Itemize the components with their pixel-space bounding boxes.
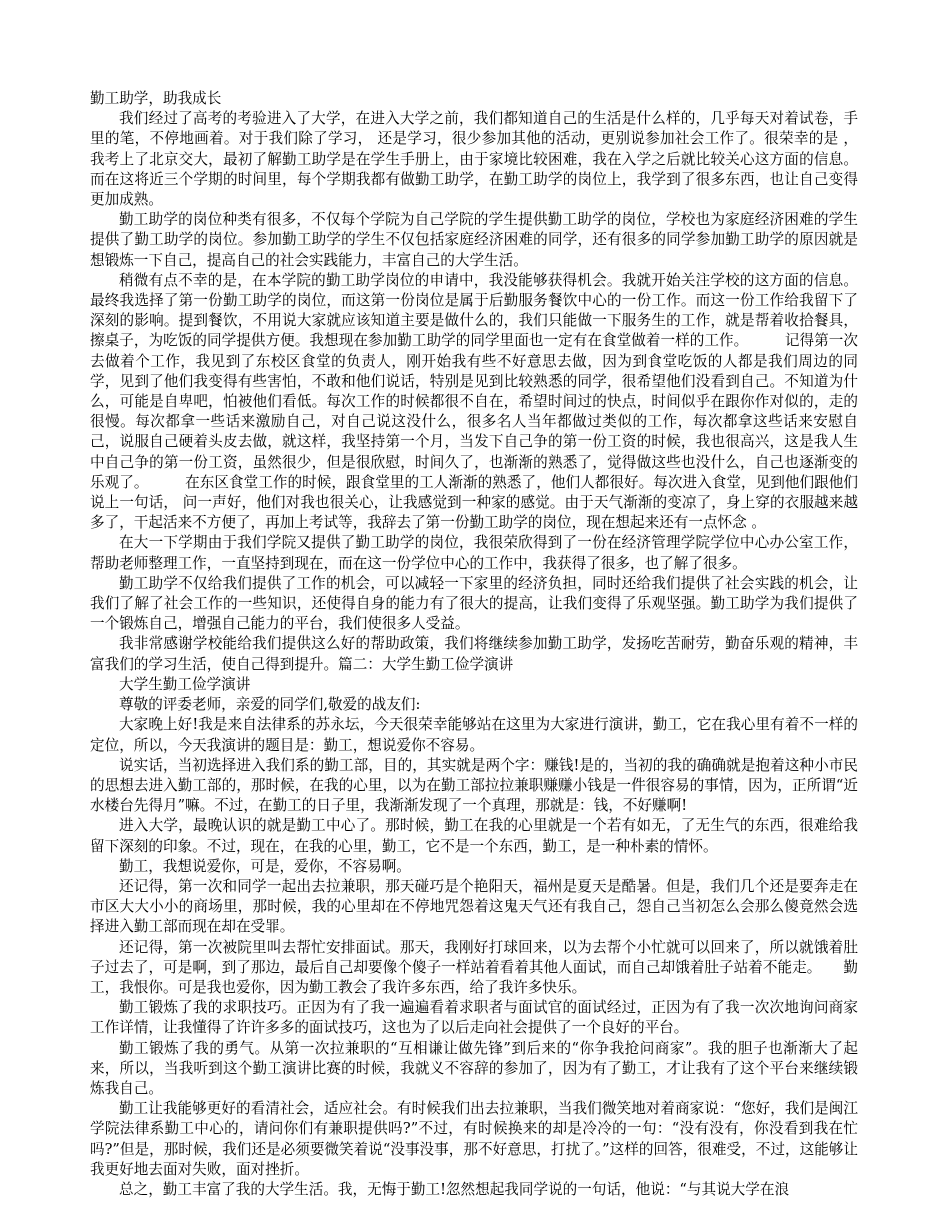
paragraph: 勤工锻炼了我的求职技巧。正因为有了我一遍遍看着求职者与面试官的面试经过，正因为有了我一次次地询问商家工作详情，让我懂得了许许多多的面试技巧，这也为了以后走向社会提供了一个良好的平台。: [90, 999, 858, 1037]
paragraph: 勤工助学不仅给我们提供了工作的机会，可以减轻一下家里的经济负担，同时还给我们提供了社会实践的机会，让我们了解了社会工作的一些知识，还使得自身的能力有了很大的提高，让我们变得了乐观坚强。勤工助学为我们提供了一个锻炼自己，增强自己能力的平台，我们使很多人受益。: [90, 574, 858, 633]
paragraph: 勤工助学的岗位种类有很多，不仅每个学院为自己学院的学生提供勤工助学的岗位，学校也为家庭经济困难的学生提供了勤工助学的岗位。参加勤工助学的学生不仅包括家庭经济困难的同学，还有很多的同学参加勤工助学的原因就是想锻炼一下自己，提高自己的社会实践能力，丰富自己的大学生活。: [90, 211, 858, 269]
paragraph: 我非常感谢学校能给我们提供这么好的帮助政策，我们将继续参加勤工助学，发扬吃苦耐劳，勤奋乐观的精神，丰富我们的学习生活，使自己得到提升。篇二：大学生勤工俭学演讲: [90, 635, 858, 673]
paragraph: 大家晚上好!我是来自法律系的苏永坛，今天很荣幸能够站在这里为大家进行演讲，勤工，它在我心里有着不一样的定位，所以，今天我演讲的题目是：勤工，想说爱你不容易。: [90, 716, 858, 754]
paragraph: 总之，勤工丰富了我的大学生活。我，无悔于勤工!忽然想起我同学说的一句话，他说：“与其说大学在浪: [119, 1180, 790, 1198]
section-heading: 大学生勤工俭学演讲: [119, 675, 251, 693]
salutation: 尊敬的评委老师，亲爱的同学们,敬爱的战友们:: [119, 696, 421, 714]
paragraph: 在大一下学期由于我们学院又提供了勤工助学的岗位，我很荣欣得到了一份在经济管理学院学位中心办公室工作，帮助老师整理工作，一直坚持到现在，而在这一份学位中心的工作中，我获得了很多，也了解了很多。: [90, 534, 858, 572]
paragraph: 说实话，当初选择进入我们系的勤工部，目的，其实就是两个字：赚钱!是的，当初的我的确确就是抱着这种小市民的思想去进入勤工部的，那时候，在我的心里，以为在勤工部拉拉兼职赚赚小钱是一件很容易的事情，因为，正所谓“近水楼台先得月”嘛。不过，在勤工的日子里，我渐渐发现了一个真理，那就是：钱，不好赚啊!: [90, 756, 858, 815]
paragraph: 勤工让我能够更好的看清社会，适应社会。有时候我们出去拉兼职，当我们微笑地对着商家说：“您好，我们是闽江学院法律系勤工中心的，请问你们有兼职提供吗?”不过，有时候换来的却是冷冷的一句：“没有没有，你没看到我在忙吗?”但是，那时候，我们还是必须要微笑着说“没事没事，那不好意思，打扰了。”这样的回答，很难受，不过，这能够让我更好地去面对失败，面对挫折。: [90, 1100, 858, 1178]
paragraph: 还记得，第一次和同学一起出去拉兼职，那天碰巧是个艳阳天，福州是夏天是酷暑。但是，我们几个还是要奔走在市区大大小小的商场里，那时候，我的心里却在不停地咒怨着这鬼天气还有我自己，怨自己当初怎么会那么傻竟然会选择进入勤工部而现在却在受罪。: [90, 877, 858, 936]
paragraph: 进入大学，最晚认识的就是勤工中心了。那时候，勤工在我的心里就是一个若有如无，了无生气的东西，很难给我留下深刻的印象。不过，现在，在我的心里，勤工，它不是一个东西，勤工，是一种朴素的情怀。: [90, 817, 858, 855]
paragraph: 勤工锻炼了我的勇气。从第一次拉兼职的“互相谦让做先锋”到后来的“你争我抢问商家”。我的胆子也渐渐大了起来，所以，当我听到这个勤工演讲比赛的时候，我就义不容辞的参加了，因为有了勤工，才让我有了这个平台来继续锻炼我自己。: [90, 1039, 858, 1097]
paragraph: 稍微有点不幸的是，在本学院的勤工助学岗位的申请中，我没能够获得机会。我就开始关注学校的这方面的信息。最终我选择了第一份勤工助学的岗位，而这第一份岗位是属于后勤服务餐饮中心的一份工作。而这一份工作给我留下了深刻的影响。提到餐饮，不用说大家就应该知道主要是做什么的，我们只能做一下服务生的工作，就是帮着收拾餐具，擦桌子，为吃饭的同学提供方便。我想现在参加勤工助学的同学里面也一定有在食堂做着一样的工作。 记得第一次去做着个工作，我见到了东校区食堂的负责人，刚开始我有些不好意思去做，因为到食堂吃饭的人都是我们周边的同学，见到了他们我变得有些害怕，不敢和他们说话，特别是见到比较熟悉的同学，很希望他们没看到自己。不知道为什么，可能是自卑吧，怕被他们看低。每次工作的时候都很不自在，希望时间过的快点，时间似乎在跟你作对似的，走的很慢。每次都拿一些话来激励自己，对自己说这没什么，很多名人当年都做过类似的工作，每次都拿这些话来安慰自己，说服自己硬着头皮去做，就这样，我坚持第一个月，当发下自己争的第一份工资的时候，我也很高兴，这是我人生中自己争的第一份工资，虽然很少，但是很欣慰，时间久了，也渐渐的熟悉了，觉得做这些也没什么，自己也逐渐变的乐观了。 在东区食堂工作的时候，跟食堂里的工人渐渐的熟悉了，他们人都很好。每次进入食堂，见到他们跟他们说上一句话， 问一声好，他们对我也很关心，让我感觉到一种家的感觉。由于天气渐渐的变凉了，身上穿的衣服越来越多了，干起活来不方便了，再加上考试等，我辞去了第一份勤工助学的岗位，现在想起来还有一点怀念 。: [90, 271, 858, 532]
document-title: 勤工助学，助我成长: [90, 90, 222, 107]
paragraph: 还记得，第一次被院里叫去帮忙安排面试。那天，我刚好打球回来，以为去帮个小忙就可以回来了，所以就饿着肚子过去了，可是啊，到了那边，最后自己却要像个傻子一样站着看着其他人面试，而自己却饿着肚子站着不能走。 勤工，我恨你。可是我也爱你，因为勤工教会了我许多东西，给了我许多快乐。: [90, 938, 858, 996]
paragraph: 我们经过了高考的考验进入了大学，在进入大学之前，我们都知道自己的生活是什么样的，几乎每天对着试卷，手里的笔，不停地画着。对于我们除了学习， 还是学习，很少参加其他的活动，更别说参加社会工作了。很荣幸的是 ，我考上了北京交大，最初了解勤工助学是在学生手册上，由于家境比较困难，我在入学之后就比较关心这方面的信息。而在这将近三个学期的时间里，每个学期我都有做勤工助学，在勤工助学的岗位上，我学到了很多东西，也让自己变得更加成熟。: [90, 110, 858, 209]
paragraph: 勤工，我想说爱你，可是，爱你，不容易啊。: [119, 857, 411, 875]
